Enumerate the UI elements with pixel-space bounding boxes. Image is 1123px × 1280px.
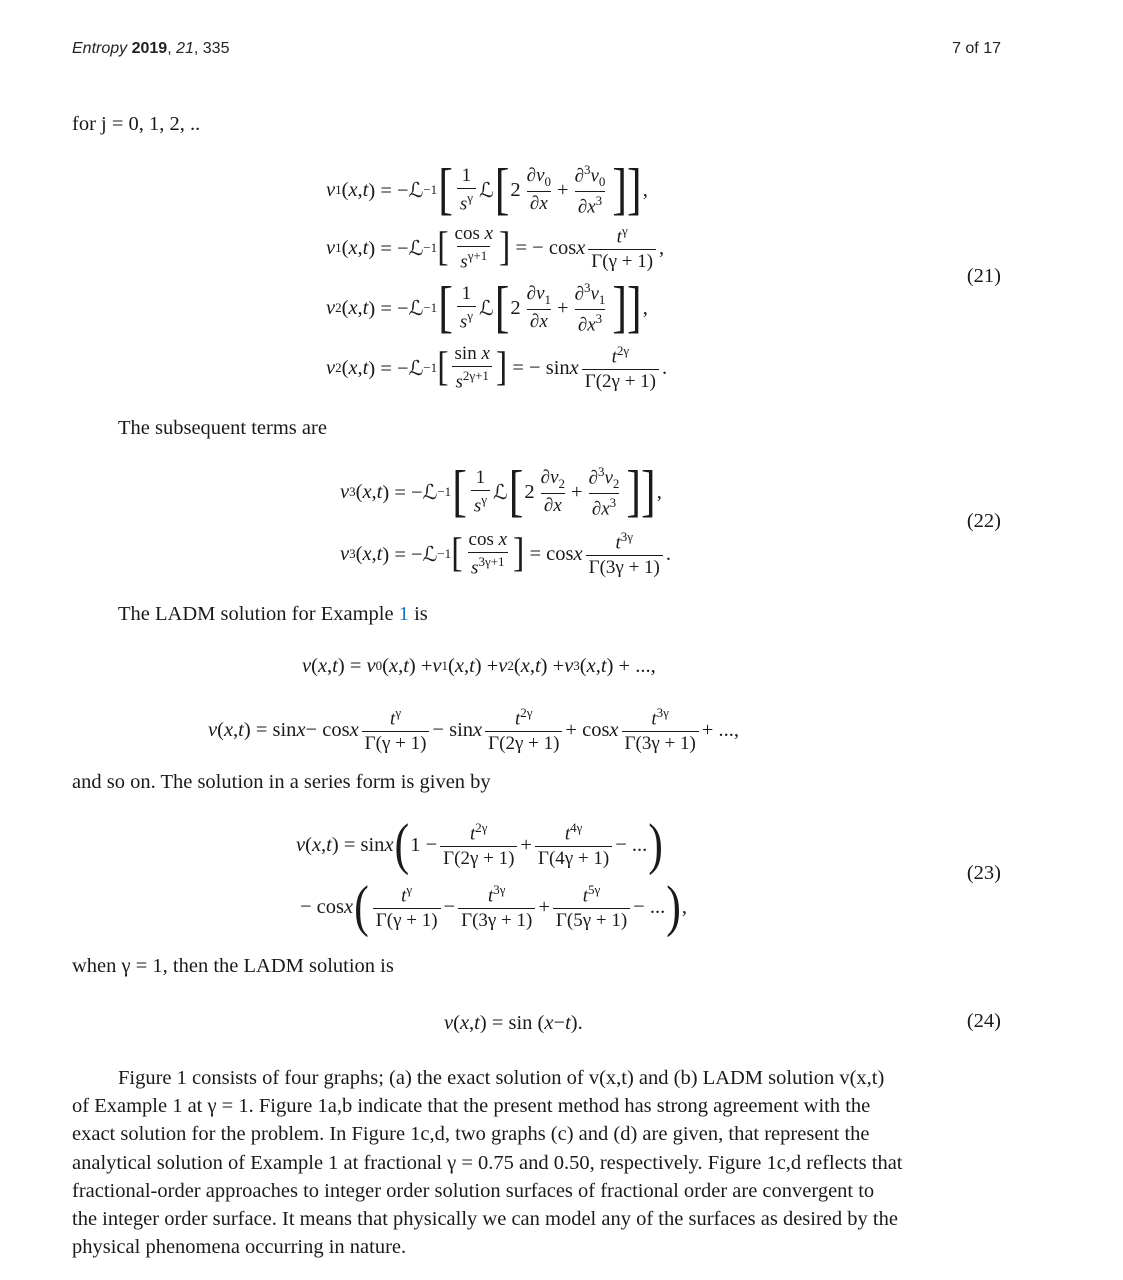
equation-number-22: (22) bbox=[966, 510, 1001, 532]
equation-number-21: (21) bbox=[966, 265, 1001, 287]
journal-volume: 21 bbox=[176, 40, 194, 57]
paragraph-line-6: the integer order surface. It means that physically we can model any of the surfaces as desired by the bbox=[72, 1208, 898, 1231]
eq21-line1: v 1 ( x , t ) = −ℒ −1 [ $\frac{1}{s^\gamma}$ ℒ [ 2 $\frac{\partial v_0}{\partial x}$ + $\frac{\partial^3v_0}{\partial x^3}$ ]] , bbox=[326, 157, 648, 222]
paragraph-line-4: analytical solution of Example 1 at fractional γ = 0.75 and 0.50, respectively. Figure 1c,d reflects that bbox=[72, 1151, 903, 1174]
paragraph-line-1: Figure 1 consists of four graphs; (a) the exact solution of v(x,t) and (b) LADM solution v(x,t) bbox=[118, 1067, 885, 1089]
eq24: v ( x , t ) = sin ( x − t ). bbox=[444, 1011, 583, 1034]
eq23-line2: − cos x ( $\frac{t^\gamma}{\Gamma(\gamma + 1)}$ − $\frac{t^{3\gamma}}{\Gamma(3\gamma + 1)}$ + $\frac{t^{5\gamma}}{\Gamma(5\gamma + 1)}$ − ... ) , bbox=[300, 874, 687, 939]
sum-equation: v ( x , t ) = v 0 ( x , t ) + v 1 ( x , t ) + v 2 ( x , t ) + v 3 ( x , t ) + ..., bbox=[302, 654, 656, 677]
journal-year: 2019 bbox=[131, 40, 168, 57]
so-on-text: and so on. The solution in a series form is given by bbox=[72, 771, 491, 793]
eq22-line2: v 3 ( x , t ) = −ℒ −1 [ $\frac{\text{cos x}}{s^{3\gamma+1}}$ ] = cos x $\frac{t^{3\gamma}}{\Gamma(3\gamma + 1)}$ . bbox=[340, 528, 671, 579]
figure-paragraph bbox=[72, 1064, 1000, 1261]
eq21-line2: v 1 ( x , t ) = −ℒ −1 [ $\frac{\text{cos x}}{s^{\gamma+1}}$ ] = − cos x $\frac{t^\gamma}{\Gamma(\gamma + 1)}$ , bbox=[326, 222, 665, 273]
ladm-intro bbox=[118, 600, 428, 628]
paragraph-line-3: exact solution for the problem. In Figure 1c,d, two graphs (c) and (d) are given, that represent the bbox=[72, 1123, 870, 1146]
ladm-intro-a: The LADM solution for Example bbox=[118, 603, 394, 625]
for-j-text: for j = 0, 1, 2, .. bbox=[72, 113, 201, 135]
paragraph-line-7: physical phenomena occurring in nature. bbox=[72, 1236, 407, 1259]
page-number: 7 of 17 bbox=[952, 40, 1001, 57]
eq21-line3: v 2 ( x , t ) = −ℒ −1 [ $\frac{1}{s^\gamma}$ ℒ [ 2 $\frac{\partial v_1}{\partial x}$ + $\frac{\partial^3v_1}{\partial x^3}$ ]] , bbox=[326, 275, 648, 340]
eq22-line1: v 3 ( x , t ) = −ℒ −1 [ $\frac{1}{s^\gamma}$ ℒ [ 2 $\frac{\partial v_2}{\partial x}$ + $\frac{\partial^3v_2}{\partial x^3}$ ]] , bbox=[340, 459, 662, 524]
equation-number-24: (24) bbox=[966, 1010, 1001, 1032]
ladm-intro-b: is bbox=[414, 603, 428, 625]
paragraph-line-2: of Example 1 at γ = 1. Figure 1a,b indicate that the present method has strong agreement with the bbox=[72, 1095, 871, 1118]
journal-name: Entropy bbox=[72, 40, 128, 57]
expanded-equation: v ( x , t ) = sin x − cos x $\frac{t^\gamma}{\Gamma(\gamma + 1)}$ − sin x $\frac{t^{2\gamma}}{\Gamma(2\gamma + 1)}$ + cos x $\frac{t^{3\gamma}}{\Gamma(3\gamma + 1)}$ + ..., bbox=[208, 704, 739, 755]
eq21-line4: v 2 ( x , t ) = −ℒ −1 [ $\frac{\text{sin x}}{s^{2\gamma+1}}$ ] = − sin x $\frac{t^{2\gamma}}{\Gamma(2\gamma + 1)}$ . bbox=[326, 342, 668, 393]
eq23-line1: v ( x , t ) = sin x ( 1 − $\frac{t^{2\gamma}}{\Gamma(2\gamma + 1)}$ + $\frac{t^{4\gamma}}{\Gamma(4\gamma + 1)}$ − ... ) bbox=[296, 812, 663, 877]
when-gamma-text: when γ = 1, then the LADM solution is bbox=[72, 955, 394, 977]
subsequent-text: The subsequent terms are bbox=[118, 417, 327, 439]
paragraph-line-5: fractional-order approaches to integer order solution surfaces of fractional order are convergent to bbox=[72, 1179, 875, 1202]
article-number: 335 bbox=[202, 40, 230, 57]
equation-number-23: (23) bbox=[966, 862, 1001, 884]
example-link[interactable]: 1 bbox=[398, 603, 409, 625]
running-header: Entropy 2019, 21, 335 bbox=[72, 40, 230, 57]
